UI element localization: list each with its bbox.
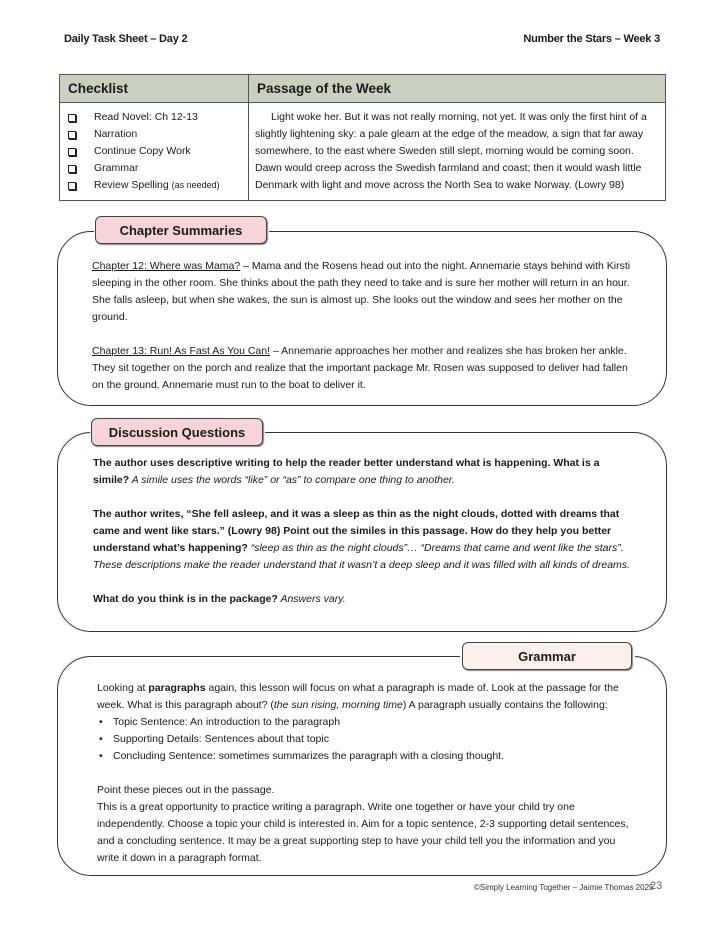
chapter-summaries-heading: Chapter Summaries (95, 216, 267, 244)
grammar-heading: Grammar (462, 642, 632, 670)
checklist-passage-table (59, 74, 666, 201)
checkbox-icon[interactable] (68, 114, 76, 122)
checklist-item[interactable]: Narration (66, 126, 242, 143)
checklist-item[interactable]: Continue Copy Work (66, 143, 242, 160)
chapter-summary: Chapter 12: Where was Mama? – Mama and the Rosens head out into the night. Annemarie stays behind with Kirsti sleeping in the other room. She thinks about the path they need to take and is sure her mother will return in an hour. She falls asleep, but when she wakes, the sun is almost up. She looks out the window and sees her mother on the ground. (92, 260, 631, 323)
checklist-item[interactable]: Grammar (66, 160, 242, 177)
checkbox-icon[interactable] (68, 165, 76, 173)
grammar-point-out: Point these pieces out in the passage. (97, 784, 275, 796)
discussion-question: What do you think is in the package? Answers vary. (93, 593, 346, 605)
passage-heading: Passage of the Week (249, 75, 666, 103)
discussion-question: The author uses descriptive writing to help the reader better understand what is happening. What is a simile? A simile uses the words “like” or “as” to compare one thing to another. (93, 457, 600, 486)
grammar-content (97, 680, 637, 867)
discussion-question: The author writes, “She fell asleep, and it was a sleep as thin as the night clouds, dotted with dreams that came and went like stars.” (Lowry 98) Point out the similes in this passage. How do they help you better understand what’s happening? “sleep as thin as the night clouds”… “Dreams that came and went like the stars”. These descriptions make the reader understand that it wasn’t a deep sleep and it was filled with all kinds of dreams. (93, 508, 630, 571)
book-week-title: Number the Stars – Week 3 (523, 33, 660, 45)
checkbox-icon[interactable] (68, 131, 76, 139)
checklist (60, 103, 249, 201)
list-item: • Supporting Details: Sentences about that topic (97, 731, 637, 748)
checklist-heading: Checklist (60, 75, 249, 103)
grammar-practice: This is a great opportunity to practice writing a paragraph. Write one together or have your child try one independently. Choose a topic your child is interested in. Aim for a topic sentence, 2-3 supporting detail sentences, and a concluding sentence. It may be a great supporting step to have your child tell you the information and you write it down in a paragraph format. (97, 801, 629, 864)
list-item: • Concluding Sentence: sometimes summarizes the paragraph with a closing thought. (97, 748, 637, 765)
page-number: 23 (650, 880, 663, 892)
chapter-summary: Chapter 13: Run! As Fast As You Can! – Annemarie approaches her mother and realizes she has broken her ankle. They sit together on the porch and realize that the important package Mr. Rosen was supposed to deliver had fallen on the ground. Annemarie must run to the boat to deliver it. (92, 345, 628, 391)
discussion-content (93, 455, 633, 625)
checkbox-icon[interactable] (68, 148, 76, 156)
passage-text: Light woke her. But it was not really morning, not yet. It was only the first hint of a slightly lightening sky: a pale gleam at the edge of the meadow, a sign that far away somewhere, to the east where Sweden still slept, morning would be coming soon. Dawn would creep across the Swedish farmland and coast; then it would wash little Denmark with light and move across the North Sea to wake Norway. (Lowry 98) (249, 103, 666, 201)
grammar-intro: Looking at paragraphs again, this lesson will focus on what a paragraph is made of. Look at the passage for the week. What is this paragraph about? (the sun rising, morning time) A paragraph usually contains the following: (97, 682, 619, 711)
chapter-summaries-content (92, 258, 632, 411)
checklist-item[interactable]: Review Spelling (as needed) (66, 177, 242, 194)
checkbox-icon[interactable] (68, 182, 76, 190)
checklist-item[interactable]: Read Novel: Ch 12-13 (66, 109, 242, 126)
list-item: • Topic Sentence: An introduction to the paragraph (97, 714, 637, 731)
sheet-title: Daily Task Sheet – Day 2 (64, 33, 188, 45)
copyright-footer: ©Simply Learning Together – Jaimie Thomas 2025 (474, 883, 654, 892)
discussion-heading: Discussion Questions (91, 418, 263, 446)
paragraph-parts-list (97, 714, 637, 765)
